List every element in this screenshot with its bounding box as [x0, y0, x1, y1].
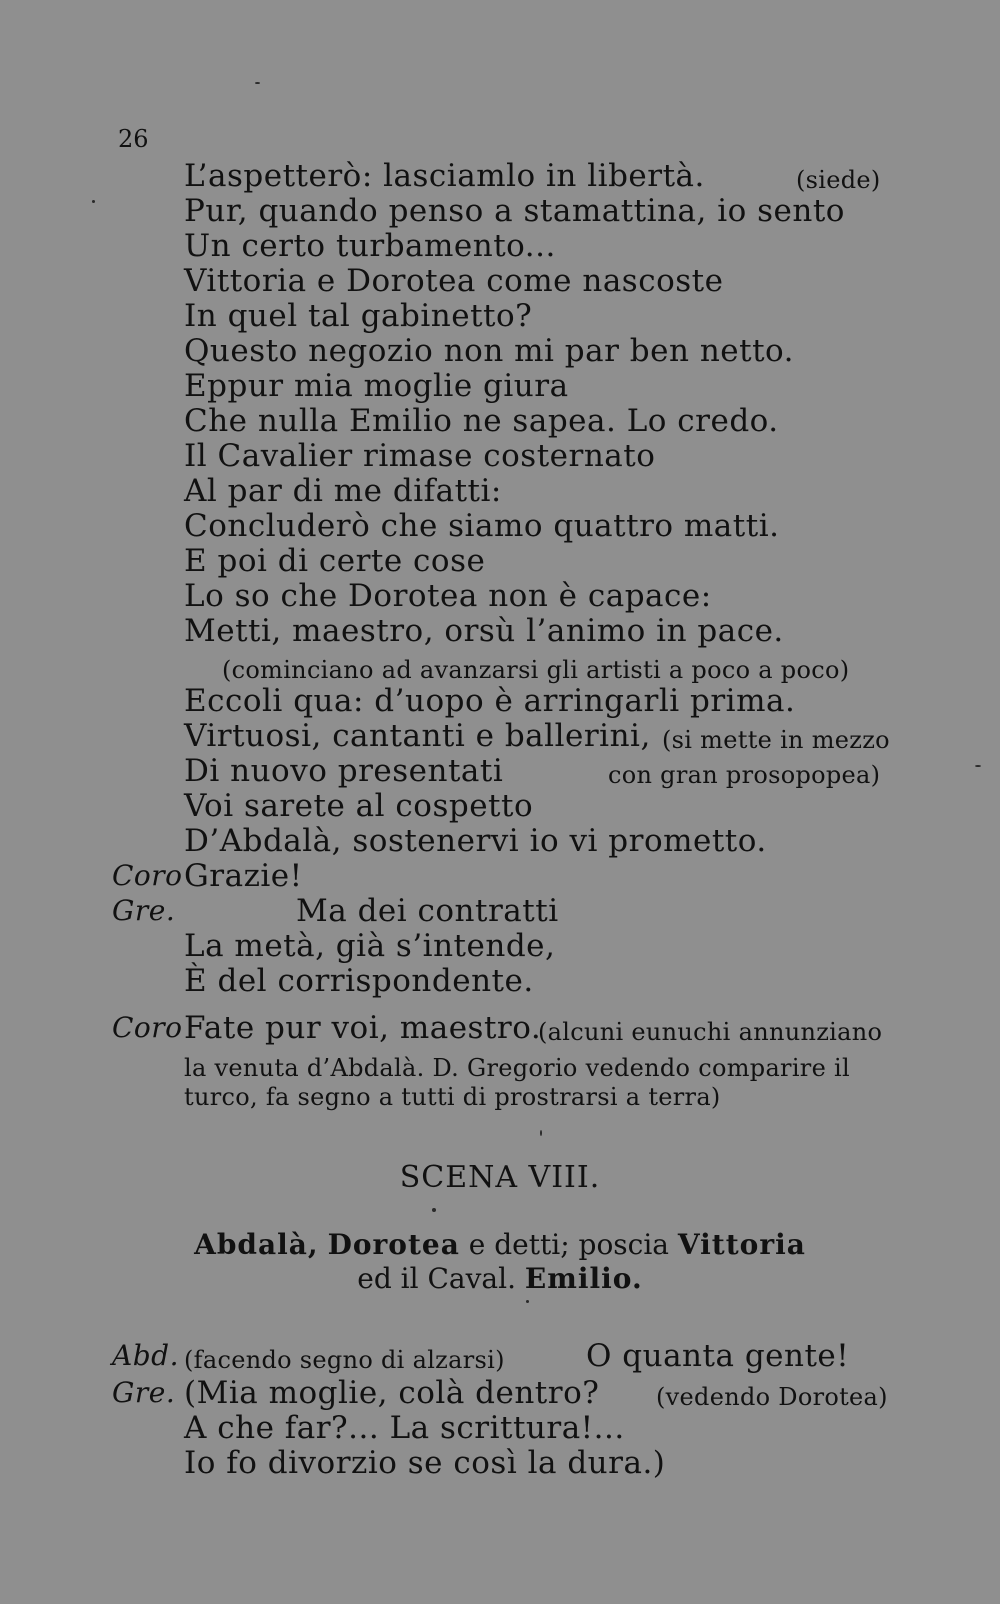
- scan-speck: [255, 82, 260, 84]
- verse-text: Io fo divorzio se così la dura.): [184, 1445, 666, 1481]
- scan-speck: [540, 1130, 542, 1136]
- stage-direction: (alcuni eunuchi annunziano: [538, 1018, 883, 1046]
- stage-direction: (siede): [796, 166, 881, 194]
- verse-text: Pur, quando penso a stamattina, io sento: [184, 193, 845, 229]
- speaker-label: Coro: [112, 859, 183, 892]
- verse-text: Grazie!: [184, 858, 303, 894]
- verse-text: È del corrispondente.: [184, 963, 534, 999]
- verse-text: Eppur mia moglie giura: [184, 368, 569, 404]
- stage-direction: (facendo segno di alzarsi): [184, 1346, 505, 1374]
- stage-direction: la venuta d’Abdalà. D. Gregorio vedendo comparire il: [184, 1054, 850, 1082]
- verse-text: Al par di me difatti:: [184, 473, 502, 509]
- character-dorotea: Dorotea: [327, 1228, 460, 1261]
- verse-text: E poi di certe cose: [184, 543, 486, 579]
- characters-connector: e detti; poscia: [468, 1228, 670, 1261]
- verse-text: Ma dei contratti: [296, 893, 559, 929]
- character-emilio: Emilio.: [524, 1262, 643, 1295]
- stage-direction: con gran prosopopea): [608, 761, 881, 789]
- scan-speck: [975, 765, 981, 767]
- verse-text: O quanta gente!: [586, 1338, 850, 1374]
- verse-text: Metti, maestro, orsù l’animo in pace.: [184, 613, 784, 649]
- verse-text: Eccoli qua: d’uopo è arringarli prima.: [184, 683, 796, 719]
- speaker-label: Coro: [112, 1011, 183, 1044]
- verse-text: Di nuovo presentati: [184, 753, 504, 789]
- verse-text: In quel tal gabinetto?: [184, 298, 533, 334]
- stage-direction: (cominciano ad avanzarsi gli artisti a poco a poco): [222, 656, 850, 684]
- scan-speck: [92, 200, 95, 203]
- verse-text: (Mia moglie, colà dentro?: [184, 1375, 600, 1411]
- verse-text: L’aspetterò: lasciamlo in libertà.: [184, 158, 705, 194]
- verse-text: A che far?... La scrittura!...: [184, 1410, 625, 1446]
- verse-text: Il Cavalier rimase costernato: [184, 438, 656, 474]
- stage-direction: turco, fa segno a tutti di prostrarsi a terra): [184, 1083, 721, 1111]
- verse-text: Vittoria e Dorotea come nascoste: [184, 263, 724, 299]
- stage-direction: (vedendo Dorotea): [656, 1383, 888, 1411]
- verse-text: La metà, già s’intende,: [184, 928, 556, 964]
- verse-text: D’Abdalà, sostenervi io vi prometto.: [184, 823, 767, 859]
- scan-speck: [432, 1208, 436, 1212]
- verse-text: Che nulla Emilio ne sapea. Lo credo.: [184, 403, 779, 439]
- verse-text: Virtuosi, cantanti e ballerini,: [184, 718, 651, 754]
- speaker-label: Gre.: [112, 894, 176, 927]
- character-vittoria: Vittoria: [677, 1228, 806, 1261]
- verse-text: Questo negozio non mi par ben netto.: [184, 333, 795, 369]
- speaker-label: Abd.: [112, 1339, 179, 1372]
- characters-connector: ed il Caval.: [357, 1262, 516, 1295]
- verse-text: Concluderò che siamo quattro matti.: [184, 508, 780, 544]
- verse-text: Voi sarete al cospetto: [184, 788, 534, 824]
- scan-speck: [526, 1300, 529, 1303]
- verse-text: Fate pur voi, maestro.: [184, 1010, 542, 1046]
- stage-direction: (si mette in mezzo: [662, 726, 890, 754]
- scene-characters-line-2: [0, 1262, 1000, 1295]
- scene-title: SCENA VIII.: [399, 1160, 601, 1195]
- scene-characters-line-1: [0, 1228, 1000, 1261]
- speaker-label: Gre.: [112, 1376, 176, 1409]
- page-number: 26: [118, 125, 149, 153]
- character-abdala: Abdalà,: [194, 1228, 319, 1261]
- verse-text: Un certo turbamento...: [184, 228, 556, 264]
- verse-text: Lo so che Dorotea non è capace:: [184, 578, 712, 614]
